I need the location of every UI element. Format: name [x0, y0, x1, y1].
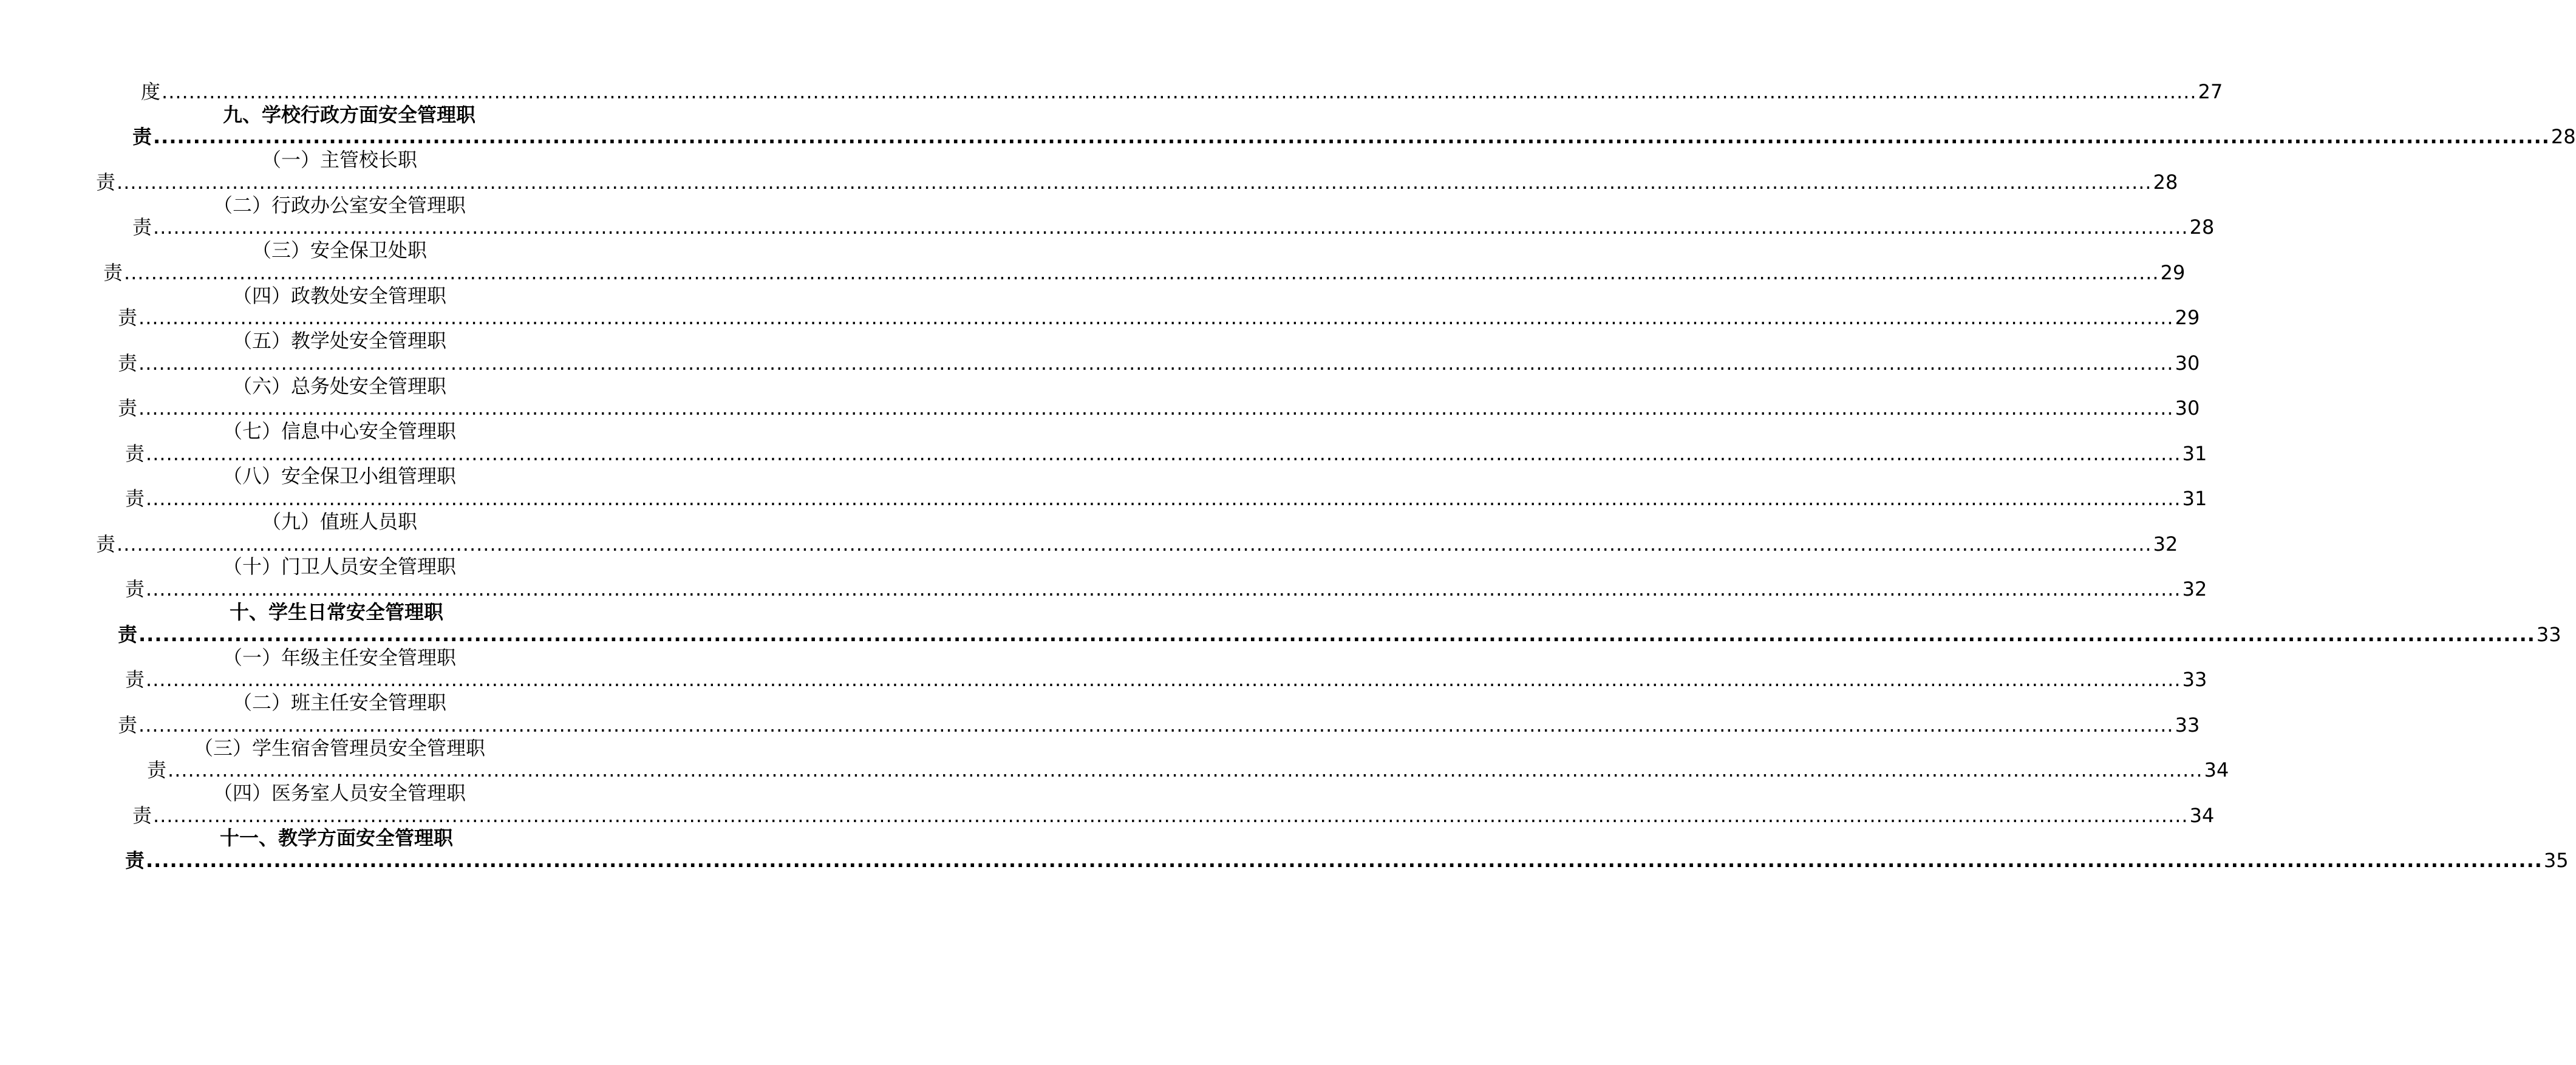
toc-entry: [96, 531, 2178, 557]
dot-leader: ............................................................................................................................................................................................................................................................................................................: [146, 442, 2181, 465]
toc-entry: [141, 79, 2223, 104]
toc-heading-text: （三）安全保卫处职: [251, 239, 427, 262]
toc-entry-text: 责: [132, 804, 152, 827]
toc-entry-text: 责: [96, 171, 116, 194]
toc-entry-text: 责: [125, 487, 145, 510]
toc-entry: [125, 576, 2207, 602]
toc-page-number: 30: [2175, 396, 2200, 420]
toc-heading-text: （九）值班人员职: [261, 510, 417, 533]
toc-entry: [118, 350, 2200, 376]
dot-leader: ............................................................................................................................................................................................................................................................................................................: [153, 216, 2189, 239]
toc-entry: [132, 214, 2215, 240]
toc-entry-text: 责: [125, 442, 145, 465]
toc-page-number: 29: [2160, 261, 2186, 284]
toc-page-number: 33: [2536, 623, 2561, 646]
toc-page-number: 34: [2204, 758, 2229, 781]
toc-page-number: 28: [2189, 216, 2215, 239]
toc-heading: [33, 825, 640, 851]
toc-entry: [125, 848, 2569, 873]
toc-heading-text: （三）学生宿舍管理员安全管理职: [193, 737, 485, 760]
toc-heading-text: （八）安全保卫小组管理职: [222, 464, 456, 488]
dot-leader: ............................................................................................................................................................................................................................................................................................................: [117, 532, 2152, 556]
toc-heading-text: （七）信息中心安全管理职: [222, 420, 456, 443]
toc-entry-text: 责: [103, 261, 123, 284]
toc-heading-text: （四）政教处安全管理职: [232, 284, 446, 307]
toc-heading-text: （六）总务处安全管理职: [232, 375, 446, 398]
toc-page-number: 32: [2153, 532, 2178, 556]
toc-entry: [118, 305, 2200, 330]
toc-entry-text: 责: [132, 125, 152, 148]
toc-page-number: 30: [2175, 352, 2200, 375]
toc-heading-text: （五）教学处安全管理职: [232, 329, 446, 352]
dot-leader: ............................................................................................................................................................................................................................................................................................................: [168, 758, 2203, 781]
toc-page-number: 28: [2153, 171, 2178, 194]
toc-entry-text: 责: [132, 216, 152, 239]
dot-leader: ............................................................................................................................................................................................................................................................................................................: [138, 713, 2174, 737]
toc-heading: [36, 554, 643, 579]
toc-heading-text: （四）医务室人员安全管理职: [213, 781, 466, 805]
toc-heading: [36, 509, 643, 534]
toc-page-number: 29: [2175, 306, 2200, 329]
toc-heading: [36, 147, 643, 172]
toc-entry: [103, 260, 2186, 285]
toc-heading-text: 十一、教学方面安全管理职: [219, 826, 453, 849]
toc-page-number: 35: [2543, 849, 2569, 872]
toc-entry-text: 责: [118, 623, 138, 646]
dot-leader: ............................................................................................................................................................................................................................................................................................................: [138, 623, 2535, 646]
toc-page-number: 28: [2550, 125, 2576, 148]
toc-heading-text: 十、学生日常安全管理职: [229, 601, 443, 624]
dot-leader: ............................................................................................................................................................................................................................................................................................................: [146, 577, 2181, 601]
toc-entry: [147, 757, 2229, 783]
toc-entry: [118, 712, 2200, 738]
toc-entry-text: 责: [125, 849, 145, 872]
dot-leader: ............................................................................................................................................................................................................................................................................................................: [117, 171, 2152, 194]
toc-heading: [36, 418, 643, 444]
toc-heading-text: （十）门卫人员安全管理职: [222, 555, 456, 578]
toc-heading-text: 九、学校行政方面安全管理职: [222, 103, 475, 126]
toc-entry: [125, 486, 2207, 511]
toc-entry-text: 责: [125, 577, 145, 601]
toc-heading-text: （一）主管校长职: [261, 148, 417, 171]
toc-entry: [125, 667, 2207, 692]
dot-leader: ............................................................................................................................................................................................................................................................................................................: [124, 261, 2159, 284]
toc-entry-text: 责: [96, 532, 116, 556]
toc-heading: [36, 690, 643, 715]
dot-leader: ............................................................................................................................................................................................................................................................................................................: [153, 804, 2189, 827]
toc-page-number: 31: [2182, 442, 2207, 465]
toc-heading: [36, 463, 643, 489]
toc-entry-text: 责: [147, 758, 167, 781]
toc-entry: [118, 622, 2561, 647]
toc-heading: [36, 237, 643, 263]
toc-entry-text: 责: [118, 352, 138, 375]
toc-page-number: 33: [2182, 668, 2207, 691]
toc-heading: [36, 328, 643, 353]
dot-leader: ............................................................................................................................................................................................................................................................................................................: [146, 487, 2181, 510]
toc-entry: [96, 169, 2178, 195]
toc-heading-text: （一）年级主任安全管理职: [222, 646, 456, 669]
dot-leader: ............................................................................................................................................................................................................................................................................................................: [138, 396, 2174, 420]
toc-heading: [36, 780, 643, 806]
toc-page-number: 31: [2182, 487, 2207, 510]
toc-entry-text: 度: [141, 80, 161, 103]
toc-page-number: 34: [2189, 804, 2215, 827]
toc-entry-text: 责: [118, 713, 138, 737]
dot-leader: ............................................................................................................................................................................................................................................................................................................: [138, 306, 2174, 329]
toc-page-number: 33: [2175, 713, 2200, 737]
dot-leader: ............................................................................................................................................................................................................................................................................................................: [146, 668, 2181, 691]
dot-leader: ............................................................................................................................................................................................................................................................................................................: [138, 352, 2174, 375]
dot-leader: ............................................................................................................................................................................................................................................................................................................: [162, 80, 2197, 103]
toc-heading-text: （二）行政办公室安全管理职: [213, 194, 466, 217]
dot-leader: ............................................................................................................................................................................................................................................................................................................: [146, 849, 2543, 872]
toc-entry-text: 责: [118, 396, 138, 420]
toc-entry: [132, 803, 2215, 828]
toc-entry: [118, 395, 2200, 421]
toc-entry-text: 责: [125, 668, 145, 691]
toc-heading: [33, 599, 640, 625]
dot-leader: ............................................................................................................................................................................................................................................................................................................: [153, 125, 2550, 148]
toc-entry: [125, 441, 2207, 466]
toc-entry: [132, 124, 2576, 149]
toc-heading-text: （二）班主任安全管理职: [232, 691, 446, 714]
toc-entry-text: 责: [118, 306, 138, 329]
toc-page-number: 32: [2182, 577, 2207, 601]
toc-page-number: 27: [2198, 80, 2223, 103]
